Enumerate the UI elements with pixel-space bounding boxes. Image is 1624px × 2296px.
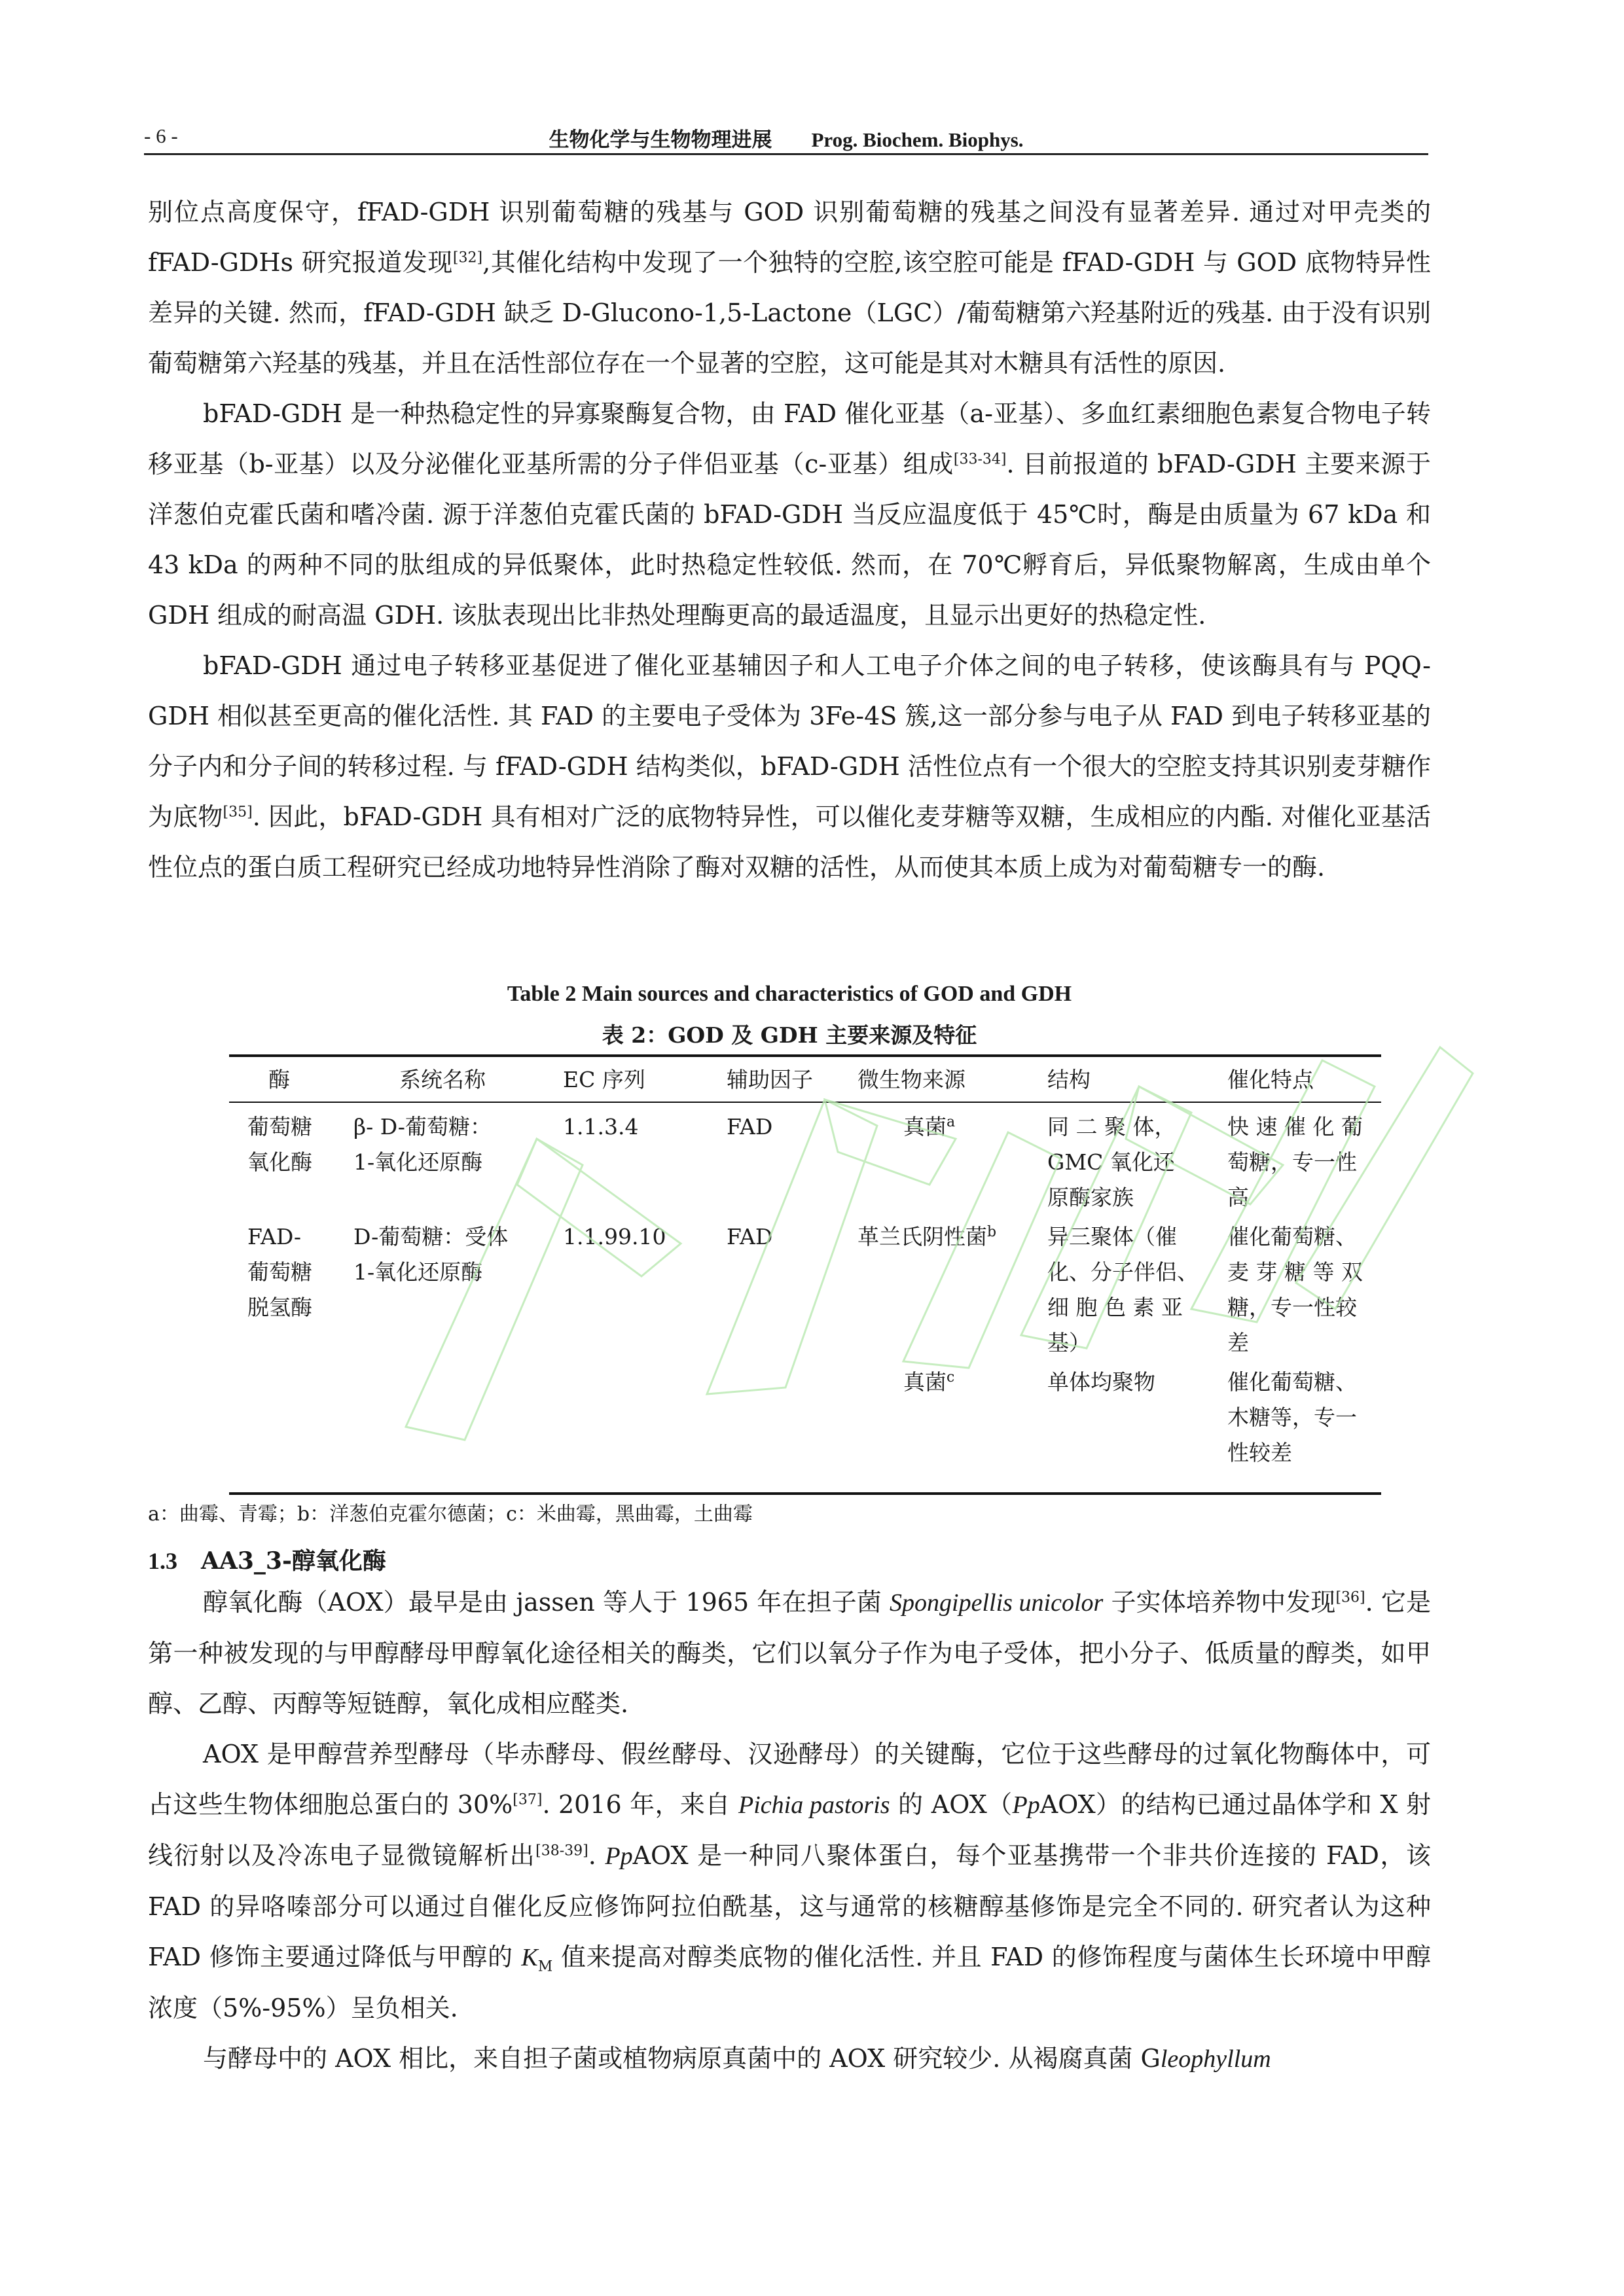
table-cell-sysname: β- D-葡萄糖： 1-氧化还原酶 — [353, 1114, 492, 1175]
table-header-cell: 系统名称 — [399, 1067, 486, 1092]
table-cell-enzyme: 葡萄糖 氧化酶 — [247, 1114, 312, 1175]
body-text-bottom — [148, 1577, 1431, 2085]
paragraph: 醇氧化酶（AOX）最早是由 jassen 等人于 1965 年在担子菌 Spongipellis unicolor 子实体培养物中发现[36]. 它是第一种被发现的与甲醇酵母甲醇氧化途径相关的酶类，它们以氧分子作为电子受体，把小分子、低质量的醇类，如甲醇、乙醇、丙醇等短链醇，氧化成相应醛类. — [148, 1588, 1431, 1718]
citation[interactable]: [33-34] — [953, 451, 1007, 468]
table-caption-en: Table 2 Main sources and characteristics of GOD and GDH — [507, 982, 1072, 1006]
table-header-cell: 微生物来源 — [857, 1067, 965, 1092]
table-cell-ec: 1.1.3.4 — [563, 1114, 639, 1139]
journal-title — [144, 123, 1428, 152]
table-cell-source: 真菌$^a$ — [903, 1114, 956, 1139]
table-cell-sysname: D-葡萄糖：受体 1-氧化还原酶 — [353, 1224, 509, 1285]
table-footnote: a：曲霉、青霉；b：洋葱伯克霍尔德菌；c：米曲霉，黑曲霉，土曲霉 — [148, 1503, 753, 1526]
paragraph: bFAD-GDH 是一种热稳定性的异寡聚酶复合物，由 FAD 催化亚基（a-亚基）、多血红素细胞色素复合物电子转移亚基（b-亚基）以及分泌催化亚基所需的分子伴侣亚基（c-亚基）组成[33-34]. 目前报道的 bFAD-GDH 主要来源于洋葱伯克霍氏菌和嗜冷菌. 源于洋葱伯克霍氏菌的 bFAD-GDH 当反应温度低于 45℃时，酶是由质量为 67 kDa 和 43 kDa 的两种不同的肽组成的异低聚体，此时热稳定性较低. 然而，在 70℃孵育后，异低聚物解离，生成由单个 GDH 组成的耐高温 GDH. 该肽表现出比非热处理酶更高的最适温度，且显示出更好的热稳定性. — [148, 399, 1431, 630]
table-header-cell: 结构 — [1047, 1067, 1091, 1092]
body-text-top — [148, 187, 1431, 893]
table-cell-source: 真菌$^c$ — [903, 1369, 955, 1395]
paragraph: 与酵母中的 AOX 相比，来自担子菌或植物病原真菌中的 AOX 研究较少. 从褐腐真菌 Gleophyllum — [203, 2044, 1271, 2073]
table-cell-structure: 异三聚体（催 化、分子伴侣、 细 胞 色 素 亚 基） — [1047, 1224, 1199, 1355]
table-cell-structure: 同 二 聚 体， GMC 氧化还 原酶家族 — [1047, 1114, 1176, 1210]
citation[interactable]: [36] — [1335, 1589, 1365, 1606]
page-number: - 6 - — [144, 124, 178, 147]
table-header-cell: 酶 — [268, 1067, 290, 1092]
table-cell-enzyme: FAD- 葡萄糖 脱氢酶 — [247, 1224, 312, 1320]
running-header — [144, 122, 1428, 155]
table-cell-source: 革兰氏阴性菌$^b$ — [857, 1224, 997, 1249]
paragraph: 别位点高度保守，fFAD-GDH 识别葡萄糖的残基与 GOD 识别葡萄糖的残基之间没有显著差异. 通过对甲壳类的 fFAD-GDHs 研究报道发现[32],其催化结构中发现了一个独特的空腔,该空腔可能是 fFAD-GDH 与 GOD 底物特异性差异的关键. 然而，fFAD-GDH 缺乏 D-Glucono-1,5-Lactone（LGC）/葡萄糖第六羟基附近的残基. 由于没有识别葡萄糖第六羟基的残基，并且在活性部位存在一个显著的空腔，这可能是其对木糖具有活性的原因. — [148, 198, 1431, 378]
citation[interactable]: [32] — [452, 249, 483, 266]
section-heading — [148, 1543, 386, 1576]
table-cell-feature: 快 速 催 化 葡 萄糖，专一性 高 — [1227, 1114, 1363, 1210]
table-cell-feature: 催化葡萄糖、 木糖等，专一 性较差 — [1227, 1369, 1357, 1465]
table-cell-cofactor: FAD — [727, 1224, 773, 1249]
table-cell-ec: 1.1.99.10 — [563, 1224, 666, 1249]
table-caption-zh: 表 2：GOD 及 GDH 主要来源及特征 — [602, 1022, 977, 1048]
table-header-rule — [229, 1102, 1381, 1103]
data-table — [229, 1054, 1381, 1495]
table-header-cell: EC 序列 — [563, 1067, 645, 1092]
citation[interactable]: [37] — [513, 1791, 543, 1808]
citation[interactable]: [35] — [223, 804, 253, 821]
section-title: AA3_3-醇氧化酶 — [201, 1547, 386, 1575]
journal-title-en: Prog. Biochem. Biophys. — [811, 128, 1024, 151]
table-cell-structure: 单体均聚物 — [1047, 1369, 1155, 1395]
citation[interactable]: [38-39] — [535, 1842, 588, 1859]
table-header-cell: 辅助因子 — [727, 1067, 813, 1092]
section-number: 1.3 — [148, 1548, 177, 1574]
journal-title-zh: 生物化学与生物物理进展 — [549, 128, 772, 152]
table-cell-feature: 催化葡萄糖、 麦 芽 糖 等 双 糖，专一性较 差 — [1227, 1224, 1363, 1355]
table-header-cell: 催化特点 — [1227, 1067, 1314, 1092]
paragraph: bFAD-GDH 通过电子转移亚基促进了催化亚基辅因子和人工电子介体之间的电子转移，使该酶具有与 PQQ-GDH 相似甚至更高的催化活性. 其 FAD 的主要电子受体为 3Fe-4S 簇,这一部分参与电子从 FAD 到电子转移亚基的分子内和分子间的转移过程. 与 fFAD-GDH 结构类似，bFAD-GDH 活性位点有一个很大的空腔支持其识别麦芽糖作为底物[35]. 因此，bFAD-GDH 具有相对广泛的底物特异性，可以催化麦芽糖等双糖，生成相应的内酯. 对催化亚基活性位点的蛋白质工程研究已经成功地特异性消除了酶对双糖的活性，从而使其本质上成为对葡萄糖专一的酶. — [148, 651, 1431, 882]
table-cell-cofactor: FAD — [727, 1114, 773, 1139]
paragraph: AOX 是甲醇营养型酵母（毕赤酵母、假丝酵母、汉逊酵母）的关键酶，它位于这些酵母的过氧化物酶体中，可占这些生物体细胞总蛋白的 30%[37]. 2016 年，来自 Pichia pastoris 的 AOX（PpAOX）的结构已通过晶体学和 X 射线衍射以及冷冻电子显微镜解析出[38-39]. PpAOX 是一种同八聚体蛋白，每个亚基携带一个非共价连接的 FAD，该 FAD 的异咯嗪部分可以通过自催化反应修饰阿拉伯酰基，这与通常的核糖醇基修饰是完全不同的. 研究者认为这种 FAD 修饰主要通过降低与甲醇的 $K_M$ 值来提高对醇类底物的催化活性. 并且 FAD 的修饰程度与菌体生长环境中甲醇浓度（5%-95%）呈负相关. — [148, 1740, 1432, 2022]
